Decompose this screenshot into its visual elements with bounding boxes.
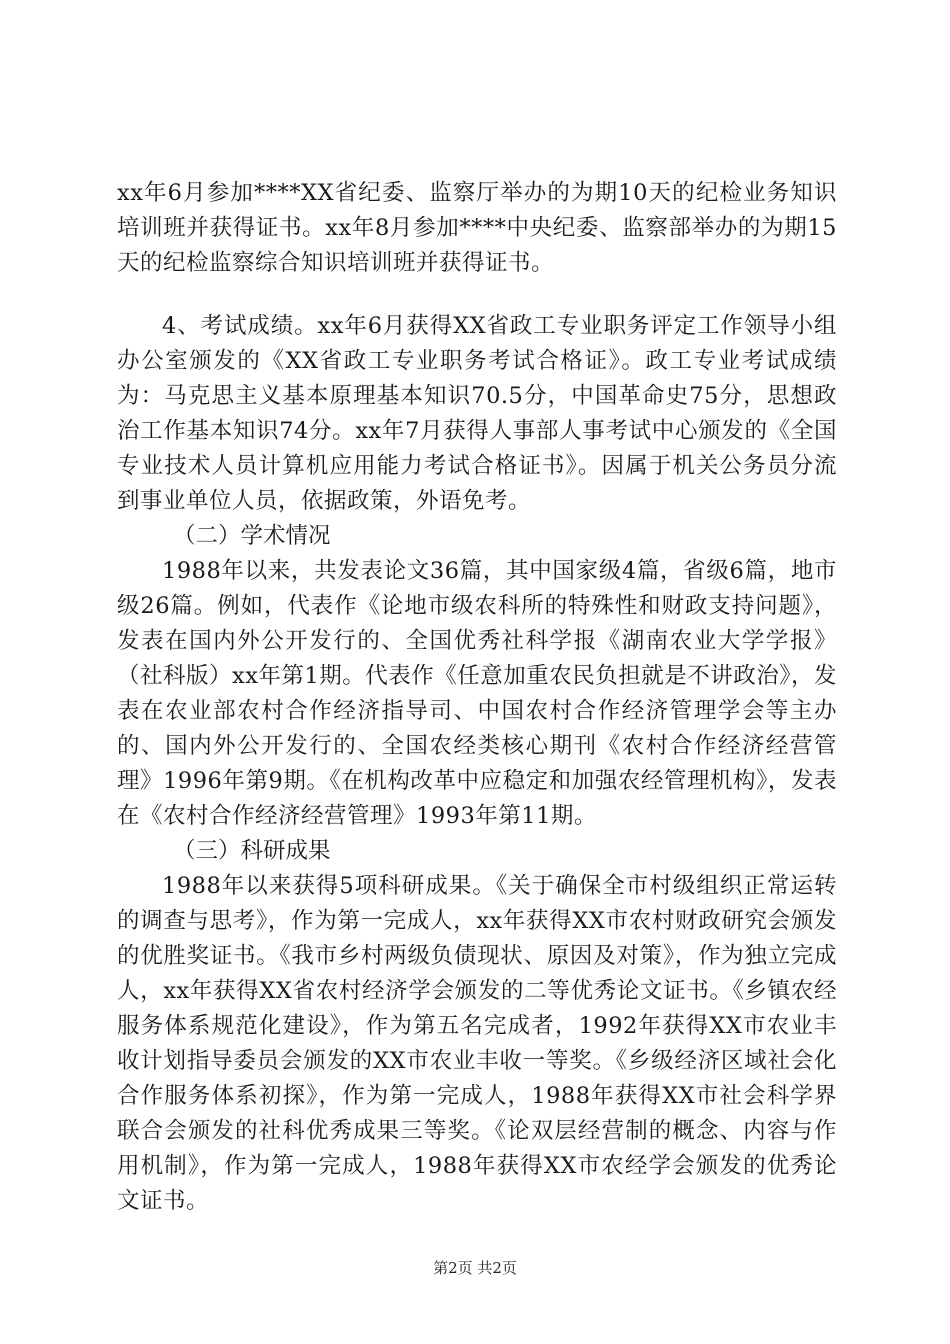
paragraph-academic: 1988年以来，共发表论文36篇，其中国家级4篇，省级6篇，地市级26篇。例如，代表作《论地市级农科所的特殊性和财政支持问题》，发表在国内外公开发行的、全国优秀社科学报《湖南农业大学学报》（社科版）xx年第1期。代表作《任意加重农民负担就是不讲政治》，发表在农业部农村合作经济指导司、中国农村合作经济管理学会等主办的、国内外公开发行的、全国农经类核心期刊《农村合作经济经营管理》1996年第9期。《在机构改革中应稳定和加强农经管理机构》，发表在《农村合作经济经营管理》1993年第11期。: [117, 558, 837, 829]
paragraph-gap: [117, 281, 837, 309]
document-body: [117, 176, 837, 1219]
page-footer: 第2页 共2页: [433, 1259, 517, 1277]
paragraph-research: 1988年以来获得5项科研成果。《关于确保全市村级组织正常运转的调查与思考》，作为第一完成人，xx年获得XX市农村财政研究会颁发的优胜奖证书。《我市乡村两级负债现状、原因及对策》，作为独立完成人，xx年获得XX省农村经济学会颁发的二等优秀论文证书。《乡镇农经服务体系规范化建设》，作为第五名完成者，1992年获得XX市农业丰收计划指导委员会颁发的XX市农业丰收一等奖。《乡级经济区域社会化合作服务体系初探》，作为第一完成人，1988年获得XX市社会科学界联合会颁发的社科优秀成果三等奖。《论双层经营制的概念、内容与作用机制》，作为第一完成人，1988年获得XX市农经学会颁发的优秀论文证书。: [117, 873, 837, 1214]
paragraph-exam-results: 4、考试成绩。xx年6月获得XX省政工专业职务评定工作领导小组办公室颁发的《XX省政工专业职务考试合格证》。政工专业考试成绩为：马克思主义基本原理基本知识70.5分，中国革命史75分，思想政治工作基本知识74分。xx年7月获得人事部人事考试中心颁发的《全国专业技术人员计算机应用能力考试合格证书》。因属于机关公务员分流到事业单位人员，依据政策，外语免考。: [117, 313, 837, 514]
section-heading-research: （三）科研成果: [173, 838, 331, 864]
paragraph-training: xx年6月参加****XX省纪委、监察厅举办的为期10天的纪检业务知识培训班并获得证书。xx年8月参加****中央纪委、监察部举办的为期15天的纪检监察综合知识培训班并获得证书。: [117, 180, 837, 276]
section-heading-academic: （二）学术情况: [173, 523, 331, 549]
